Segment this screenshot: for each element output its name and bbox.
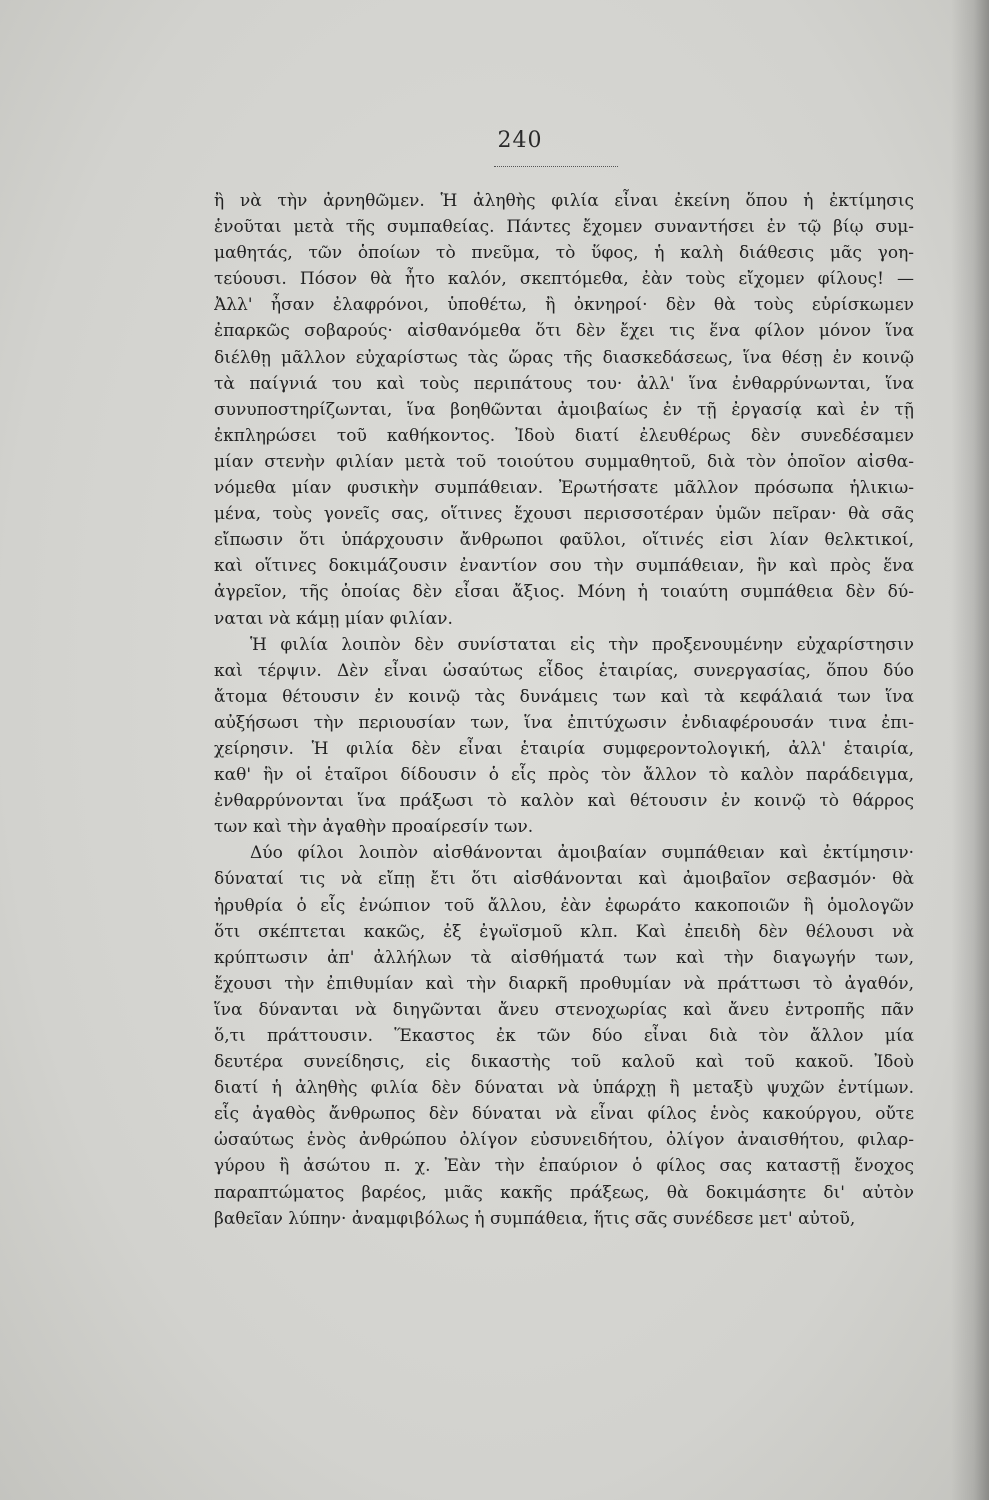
body-text (214, 188, 914, 1232)
text-line: παραπτώματος βαρέος, μιᾶς κακῆς πράξεως, θὰ δοκιμάσητε δι' αὐτὸν (214, 1182, 914, 1203)
text-line: συνυποστηρίζωνται, ἵνα βοηθῶνται ἀμοιβαίως ἐν τῇ ἐργασίᾳ καὶ ἐν τῇ (214, 399, 914, 420)
text-line: νόμεθα μίαν φυσικὴν συμπάθειαν. Ἐρωτήσατε μᾶλλον πρόσωπα ἡλικιω- (214, 478, 914, 499)
paragraph (214, 632, 914, 841)
text-line: γύρου ἢ ἀσώτου π. χ. Ἐὰν τὴν ἐπαύριον ὁ φίλος σας καταστῇ ἔνοχος (214, 1156, 914, 1177)
page-binding-shadow (951, 0, 989, 1500)
page-number-rule (494, 166, 618, 167)
text-line: ἄτομα θέτουσιν ἐν κοινῷ τὰς δυνάμεις των καὶ τὰ κεφάλαιά των ἵνα (214, 686, 914, 707)
paragraph (214, 188, 914, 632)
text-line: ἑνοῦται μετὰ τῆς συμπαθείας. Πάντες ἔχομεν συναντήσει ἐν τῷ βίῳ συμ- (214, 217, 914, 238)
text-line: μαθητάς, τῶν ὁποίων τὸ πνεῦμα, τὸ ὕφος, ἡ καλὴ διάθεσις μᾶς γοη- (214, 243, 914, 264)
text-line: ὅτι σκέπτεται κακῶς, ἐξ ἐγωϊσμοῦ κλπ. Καὶ ἐπειδὴ δὲν θέλουσι νὰ (214, 921, 914, 942)
text-line: αὐξήσωσι τὴν περιουσίαν των, ἵνα ἐπιτύχωσιν ἐνδιαφέρουσάν τινα ἐπι- (214, 712, 914, 733)
text-line: κρύπτωσιν ἀπ' ἀλλήλων τὰ αἰσθήματά των καὶ τὴν διαγωγήν των, (214, 947, 914, 968)
text-line: ἵνα δύνανται νὰ διηγῶνται ἄνευ στενοχωρίας καὶ ἄνευ ἐντροπῆς πᾶν (214, 999, 914, 1020)
text-line: τεύουσι. Πόσον θὰ ἦτο καλόν, σκεπτόμεθα, ἐὰν τοὺς εἴχομεν φίλους! — (214, 269, 914, 290)
page-number: 240 (497, 128, 543, 153)
text-line: ἔχουσι τὴν ἐπιθυμίαν καὶ τὴν διαρκῆ προθυμίαν νὰ πράττωσι τὸ ἀγαθόν, (214, 973, 914, 994)
text-line: των καὶ τὴν ἀγαθὴν προαίρεσίν των. (214, 817, 534, 838)
text-line: μίαν στενὴν φιλίαν μετὰ τοῦ τοιούτου συμμαθητοῦ, διὰ τὸν ὁποῖον αἰσθα- (214, 451, 914, 472)
text-line: μένα, τοὺς γονεῖς σας, οἵτινες ἔχουσι περισσοτέραν ὑμῶν πεῖραν· θὰ σᾶς (214, 504, 914, 525)
text-line: τὰ παίγνιά του καὶ τοὺς περιπάτους του· ἀλλ' ἵνα ἐνθαρρύνωνται, ἵνα (214, 373, 914, 394)
text-line: καὶ τέρψιν. Δὲν εἶναι ὡσαύτως εἶδος ἑταιρίας, συνεργασίας, ὅπου δύο (214, 660, 914, 681)
text-line: Δύο φίλοι λοιπὸν αἰσθάνονται ἀμοιβαίαν συμπάθειαν καὶ ἐκτίμησιν· (250, 843, 914, 864)
text-line: διέλθῃ μᾶλλον εὐχαρίστως τὰς ὥρας τῆς διασκεδάσεως, ἵνα θέσῃ ἐν κοινῷ (214, 347, 914, 368)
text-line: καὶ οἵτινες δοκιμάζουσιν ἐναντίον σου τὴν συμπάθειαν, ἣν καὶ πρὸς ἕνα (214, 556, 914, 577)
text-line: Ἡ φιλία λοιπὸν δὲν συνίσταται εἰς τὴν προξενουμένην εὐχαρίστησιν (250, 634, 914, 655)
text-line: εἷς ἀγαθὸς ἄνθρωπος δὲν δύναται νὰ εἶναι φίλος ἑνὸς κακούργου, οὔτε (214, 1104, 914, 1125)
text-line: βαθεῖαν λύπην· ἀναμφιβόλως ἡ συμπάθεια, ἥτις σᾶς συνέδεσε μετ' αὐτοῦ, (214, 1208, 856, 1229)
text-line: εἴπωσιν ὅτι ὑπάρχουσιν ἄνθρωποι φαῦλοι, οἵτινές εἰσι λίαν θελκτικοί, (214, 530, 914, 551)
text-line: διατί ἡ ἀληθὴς φιλία δὲν δύναται νὰ ὑπάρχῃ ἢ μεταξὺ ψυχῶν ἐντίμων. (214, 1078, 914, 1099)
text-line: Ἀλλ' ἦσαν ἐλαφρόνοι, ὑποθέτω, ἢ ὀκνηροί· δὲν θὰ τοὺς εὑρίσκωμεν (214, 295, 914, 316)
text-line: ἠρυθρία ὁ εἷς ἐνώπιον τοῦ ἄλλου, ἐὰν ἐφωράτο κακοποιῶν ἢ ὁμολογῶν (214, 895, 914, 916)
text-line: ἢ νὰ τὴν ἀρνηθῶμεν. Ἡ ἀληθὴς φιλία εἶναι ἐκείνη ὅπου ἡ ἐκτίμησις (214, 191, 914, 211)
text-line: ἐκπληρώσει τοῦ καθήκοντος. Ἰδοὺ διατί ἐλευθέρως δὲν συνεδέσαμεν (214, 425, 914, 446)
text-line: χείρησιν. Ἡ φιλία δὲν εἶναι ἑταιρία συμφεροντολογική, ἀλλ' ἑταιρία, (214, 738, 914, 759)
text-line: ἐνθαρρύνονται ἵνα πράξωσι τὸ καλὸν καὶ θέτουσιν ἐν κοινῷ τὸ θάρρος (214, 791, 914, 812)
text-line: καθ' ἣν οἱ ἑταῖροι δίδουσιν ὁ εἷς πρὸς τὸν ἄλλον τὸ καλὸν παράδειγμα, (214, 765, 914, 786)
paragraph (214, 840, 914, 1231)
text-line: ναται νὰ κάμῃ μίαν φιλίαν. (214, 608, 453, 629)
text-line: δύναταί τις νὰ εἴπῃ ἔτι ὅτι αἰσθάνονται καὶ ἀμοιβαῖον σεβασμόν· θὰ (214, 869, 914, 890)
text-line: ἀγρεῖον, τῆς ὁποίας δὲν εἶσαι ἄξιος. Μόνη ἡ τοιαύτη συμπάθεια δὲν δύ- (214, 582, 914, 603)
text-line: δευτέρα συνείδησις, εἰς δικαστὴς τοῦ καλοῦ καὶ τοῦ κακοῦ. Ἰδοὺ (214, 1052, 914, 1073)
text-line: ὅ,τι πράττουσιν. Ἕκαστος ἐκ τῶν δύο εἶναι διὰ τὸν ἄλλον μία (214, 1026, 914, 1046)
text-line: ἐπαρκῶς σοβαρούς· αἰσθανόμεθα ὅτι δὲν ἔχει τις ἕνα φίλον μόνον ἵνα (214, 321, 914, 342)
text-line: ὡσαύτως ἑνὸς ἀνθρώπου ὀλίγον εὐσυνειδήτου, ὀλίγον ἀναισθήτου, φιλαρ- (214, 1130, 914, 1151)
